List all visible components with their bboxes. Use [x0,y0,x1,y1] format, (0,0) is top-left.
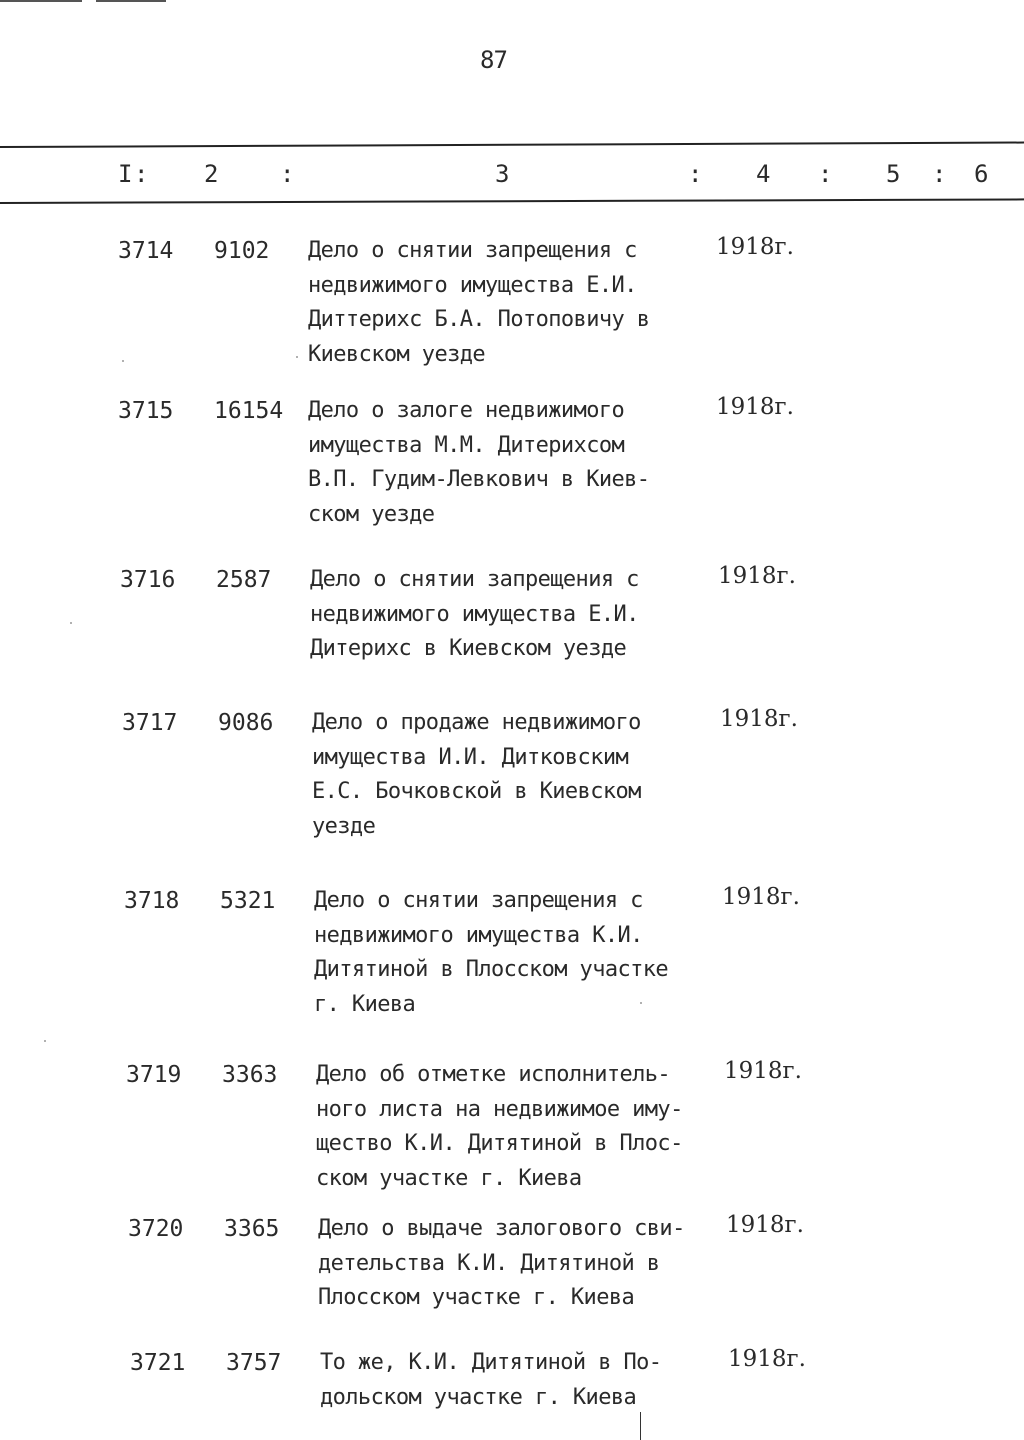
scan-speck [70,622,72,624]
entry-number: 3717 [122,710,178,736]
description-line: имущества М.М. Дитерихсом [308,432,625,458]
description-line: Дело о снятии запрещения с [314,888,643,913]
description-line: В.П. Гудим-Левкович в Киев- [308,467,650,492]
file-number: 3757 [226,1350,282,1376]
column-header-1: I [118,160,133,188]
description-line: Е.С. Бочковской в Киевском [312,779,641,804]
description-line: Киевском уезде [308,341,486,367]
entry-description [320,1346,740,1415]
entry-description [310,563,730,667]
description-line: Дело о снятии запрещения с [310,567,639,592]
description-line: Диттерихс Б.А. Потоповичу в [308,307,650,332]
scan-speck [640,1002,642,1004]
entry-description [308,394,728,532]
entry-number: 3716 [120,567,176,593]
file-number: 2587 [216,567,272,593]
entry-year: 1918г. [724,1058,802,1084]
file-number: 3365 [224,1216,280,1242]
description-line: Дело об отметке исполнитель- [316,1062,671,1087]
scan-speck [296,356,298,358]
description-line: Дело о снятии запрещения с [308,238,637,263]
entry-description [312,706,732,844]
description-line: Дело о выдаче залогового сви- [318,1216,685,1241]
description-line: Дело о залоге недвижимого [308,398,625,423]
page-number: 87 [480,46,507,74]
entry-number: 3719 [126,1062,182,1088]
column-separator: : [280,160,295,188]
scan-speck [122,360,124,362]
entry-number: 3715 [118,398,174,424]
entry-year: 1918г. [722,884,800,910]
column-separator: : [932,160,947,188]
scan-edge-mark [96,0,166,2]
description-line: ском участке г. Киева [316,1165,582,1191]
pen-mark [640,1412,641,1440]
entry-year: 1918г. [716,394,794,420]
description-line: То же, К.И. Дитятиной в По- [320,1350,662,1375]
header-bottom-rule [0,198,1024,204]
column-header-4: 4 [756,160,771,188]
description-line: Плосском участке г. Киева [318,1285,635,1310]
description-line: ском уезде [308,501,435,527]
entry-number: 3721 [130,1350,186,1376]
column-header-2: 2 [204,160,219,188]
entry-year: 1918г. [716,234,794,260]
entry-description [308,234,728,372]
description-line: недвижимого имущества К.И. [314,922,643,948]
column-header-3: 3 [495,160,510,188]
entry-year: 1918г. [718,563,796,589]
header-top-rule [0,142,1024,148]
entry-year: 1918г. [728,1346,806,1372]
entry-year: 1918г. [720,706,798,732]
column-separator: : [688,160,703,188]
column-header-5: 5 [886,160,901,188]
file-number: 16154 [214,398,284,424]
entry-number: 3718 [124,888,180,914]
description-line: Дитятиной в Плосском участке [314,957,669,982]
description-line: уезде [312,813,376,839]
file-number: 5321 [220,888,276,914]
column-separator: : [134,160,149,188]
description-line: детельства К.И. Дитятиной в [318,1250,660,1276]
entry-number: 3714 [118,238,174,264]
description-line: ного листа на недвижимое иму- [316,1096,683,1122]
description-line: недвижимого имущества Е.И. [308,272,637,298]
file-number: 3363 [222,1062,278,1088]
entry-description [318,1212,738,1316]
file-number: 9102 [214,238,270,264]
entry-description [316,1058,736,1196]
description-line: недвижимого имущества Е.И. [310,601,639,627]
entry-year: 1918г. [726,1212,804,1238]
scan-speck [44,1040,46,1042]
description-line: Дело о продаже недвижимого [312,710,641,735]
description-line: щество К.И. Дитятиной в Плос- [316,1131,683,1156]
entry-number: 3720 [128,1216,184,1242]
description-line: г. Киева [314,991,416,1017]
column-header-6: 6 [974,160,989,188]
description-line: дольском участке г. Киева [320,1384,637,1410]
entry-description [314,884,734,1022]
description-line: Дитерихс в Киевском уезде [310,636,627,661]
column-separator: : [818,160,833,188]
file-number: 9086 [218,710,274,736]
scan-edge-mark [0,0,82,2]
description-line: имущества И.И. Дитковским [312,744,629,770]
